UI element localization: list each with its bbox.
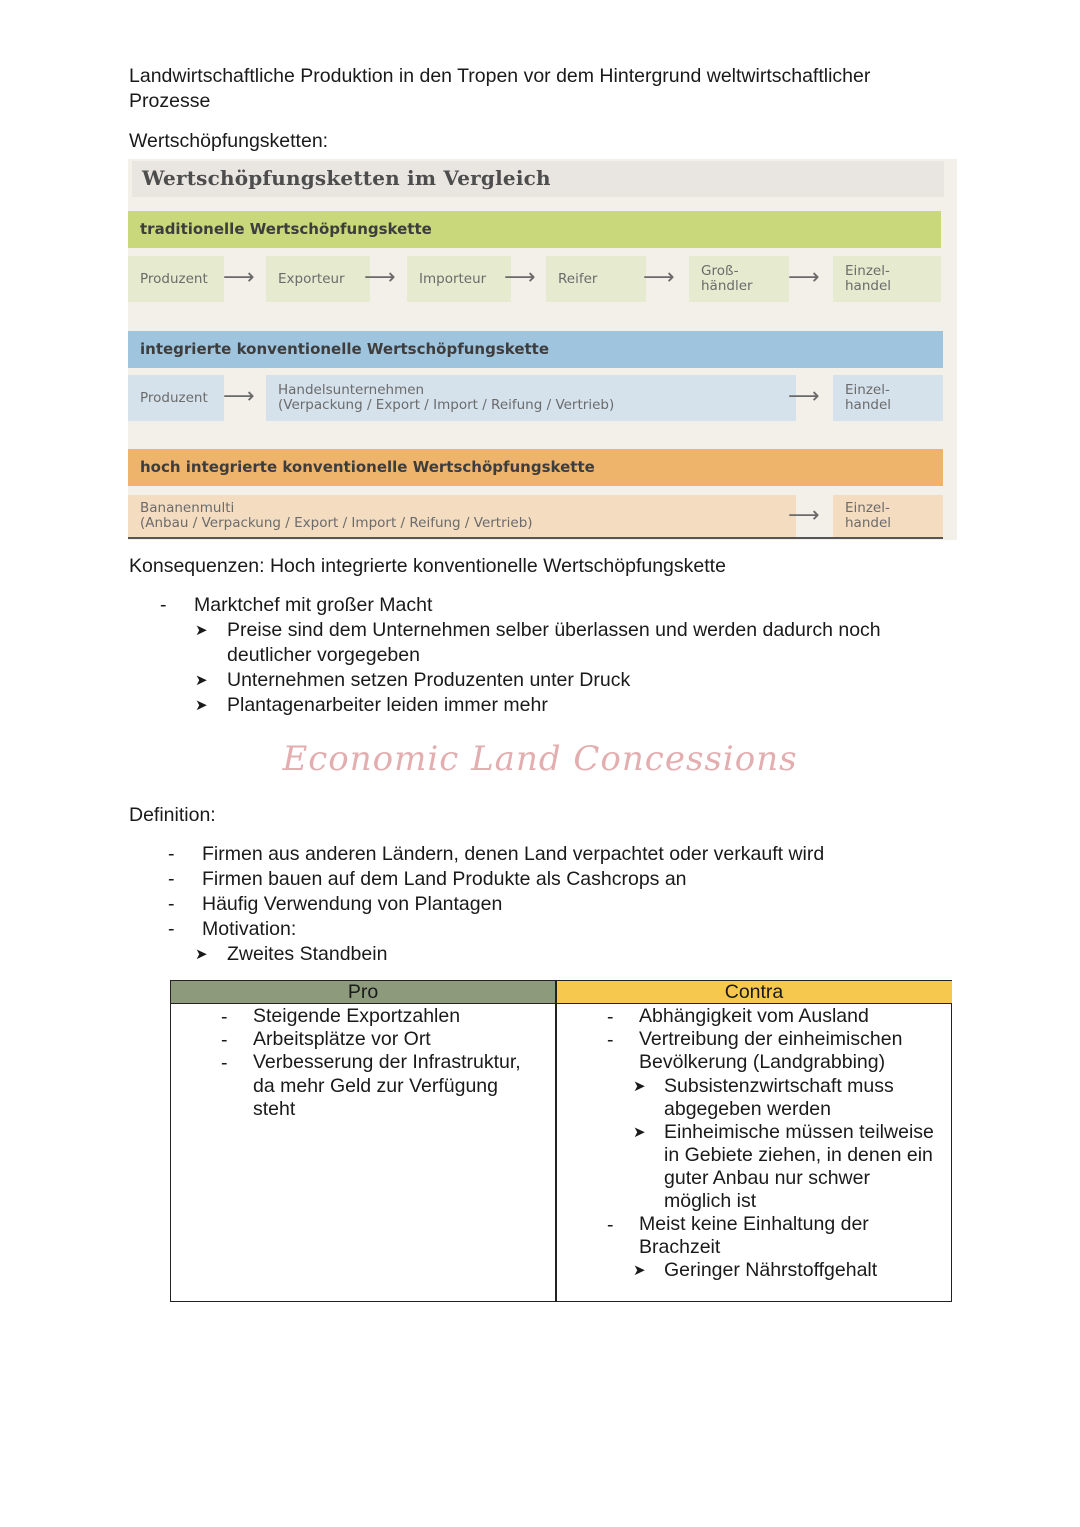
dash-bullet: - (221, 1006, 228, 1028)
contra-sub-item-continued: guter Anbau nur schwer (664, 1167, 870, 1189)
definition-item: Motivation: (202, 918, 297, 940)
integrated-chain-heading: integrierte konventionelle Wertschöpfungskette (128, 331, 943, 368)
dash-bullet: - (221, 1029, 228, 1051)
contra-item: Vertreibung der einheimischen (639, 1028, 903, 1050)
pro-item-continued: steht (253, 1098, 296, 1120)
arrow-bullet-icon: ➤ (633, 1078, 646, 1095)
arrow-right-icon: ⟶ (788, 384, 820, 409)
arrow-right-icon: ⟶ (223, 384, 255, 409)
chain-step-retail: Einzel- handel (833, 375, 943, 421)
arrow-bullet-icon: ➤ (195, 672, 208, 689)
contra-sub-item-continued: abgegeben werden (664, 1098, 831, 1120)
pro-item-continued: da mehr Geld zur Verfügung (253, 1075, 498, 1097)
arrow-right-icon: ⟶ (643, 265, 675, 290)
contra-item-continued: Bevölkerung (Landgrabbing) (639, 1051, 886, 1073)
chain-step-ripener: Reifer (546, 256, 646, 302)
consequence-sub-item: Unternehmen setzen Produzenten unter Druck (227, 669, 631, 691)
arrow-right-icon: ⟶ (788, 265, 820, 290)
consequence-sub-item: deutlicher vorgegeben (227, 644, 420, 666)
handwritten-heading-text: Economic Land Concessions (282, 739, 798, 779)
contra-sub-item-continued: in Gebiete ziehen, in denen ein (664, 1144, 933, 1166)
arrow-bullet-icon: ➤ (633, 1262, 646, 1279)
column-divider (555, 981, 557, 1301)
definition-item: Firmen aus anderen Ländern, denen Land verpachtet oder verkauft wird (202, 843, 825, 865)
arrow-bullet-icon: ➤ (633, 1124, 646, 1141)
arrow-right-icon: ⟶ (223, 265, 255, 290)
handwritten-heading (0, 730, 1080, 790)
dash-bullet: - (607, 1214, 614, 1236)
figure-title-bar (132, 161, 944, 197)
chain-step-retail: Einzel- handel (833, 256, 941, 302)
document-title (129, 64, 929, 113)
chain-step-producer: Produzent (128, 375, 224, 421)
dash-bullet: - (168, 893, 175, 915)
definition-label: Definition: (129, 804, 216, 826)
value-chain-figure (128, 159, 957, 540)
section-label: Wertschöpfungsketten: (129, 130, 329, 152)
definition-item: Firmen bauen auf dem Land Produkte als Cashcrops an (202, 868, 687, 890)
pro-contra-table (170, 980, 952, 1302)
highly-integrated-chain-heading: hoch integrierte konventionelle Wertschöpfungskette (128, 449, 943, 486)
chain-step-retail: Einzel- handel (833, 495, 943, 537)
contra-item: Abhängigkeit vom Ausland (639, 1005, 869, 1027)
dash-bullet: - (160, 594, 167, 616)
definition-item: Häufig Verwendung von Plantagen (202, 893, 503, 915)
arrow-bullet-icon: ➤ (195, 946, 208, 963)
consequences-heading: Konsequenzen: Hoch integrierte konventionelle Wertschöpfungskette (129, 555, 726, 577)
pro-header: Pro (171, 981, 555, 1004)
contra-item: Meist keine Einhaltung der (639, 1213, 869, 1235)
arrow-right-icon: ⟶ (504, 265, 536, 290)
contra-sub-item: Subsistenzwirtschaft muss (664, 1075, 894, 1097)
contra-sub-item: Einheimische müssen teilweise (664, 1121, 934, 1143)
dash-bullet: - (168, 843, 175, 865)
chain-step-exporter: Exporteur (266, 256, 370, 302)
arrow-bullet-icon: ➤ (195, 697, 208, 714)
chain-step-importer: Importeur (407, 256, 511, 302)
arrow-right-icon: ⟶ (788, 503, 820, 528)
pro-item: Verbesserung der Infrastruktur, (253, 1051, 521, 1073)
definition-sub-item: Zweites Standbein (227, 943, 388, 965)
contra-sub-item: Geringer Nährstoffgehalt (664, 1259, 878, 1281)
document-title-line2: Prozesse (129, 89, 211, 112)
figure-title: Wertschöpfungsketten im Vergleich (142, 166, 551, 190)
contra-sub-item-continued: möglich ist (664, 1190, 757, 1212)
chain-step-banana-multinational: Bananenmulti (Anbau / Verpackung / Export / Import / Reifung / Vertrieb) (128, 495, 796, 537)
traditional-chain-heading: traditionelle Wertschöpfungskette (128, 211, 941, 248)
chain-step-wholesaler: Groß- händler (689, 256, 789, 302)
arrow-right-icon: ⟶ (364, 265, 396, 290)
dash-bullet: - (221, 1052, 228, 1074)
dash-bullet: - (168, 868, 175, 890)
arrow-bullet-icon: ➤ (195, 622, 208, 639)
consequence-sub-item: Plantagenarbeiter leiden immer mehr (227, 694, 548, 716)
pro-item: Arbeitsplätze vor Ort (253, 1028, 431, 1050)
consequence-sub-item: Preise sind dem Unternehmen selber überlassen und werden dadurch noch (227, 619, 881, 641)
figure-bottom-line (128, 537, 943, 539)
document-title-line1: Landwirtschaftliche Produktion in den Tropen vor dem Hintergrund weltwirtschaftlicher (129, 65, 871, 87)
consequence-item: Marktchef mit großer Macht (194, 594, 433, 616)
dash-bullet: - (607, 1029, 614, 1051)
dash-bullet: - (607, 1006, 614, 1028)
dash-bullet: - (168, 918, 175, 940)
contra-header: Contra (556, 981, 952, 1004)
pro-item: Steigende Exportzahlen (253, 1005, 461, 1027)
chain-step-trading-company: Handelsunternehmen (Verpackung / Export / Import / Reifung / Vertrieb) (266, 375, 796, 421)
contra-item-continued: Brachzeit (639, 1236, 721, 1258)
chain-step-producer: Produzent (128, 256, 224, 302)
